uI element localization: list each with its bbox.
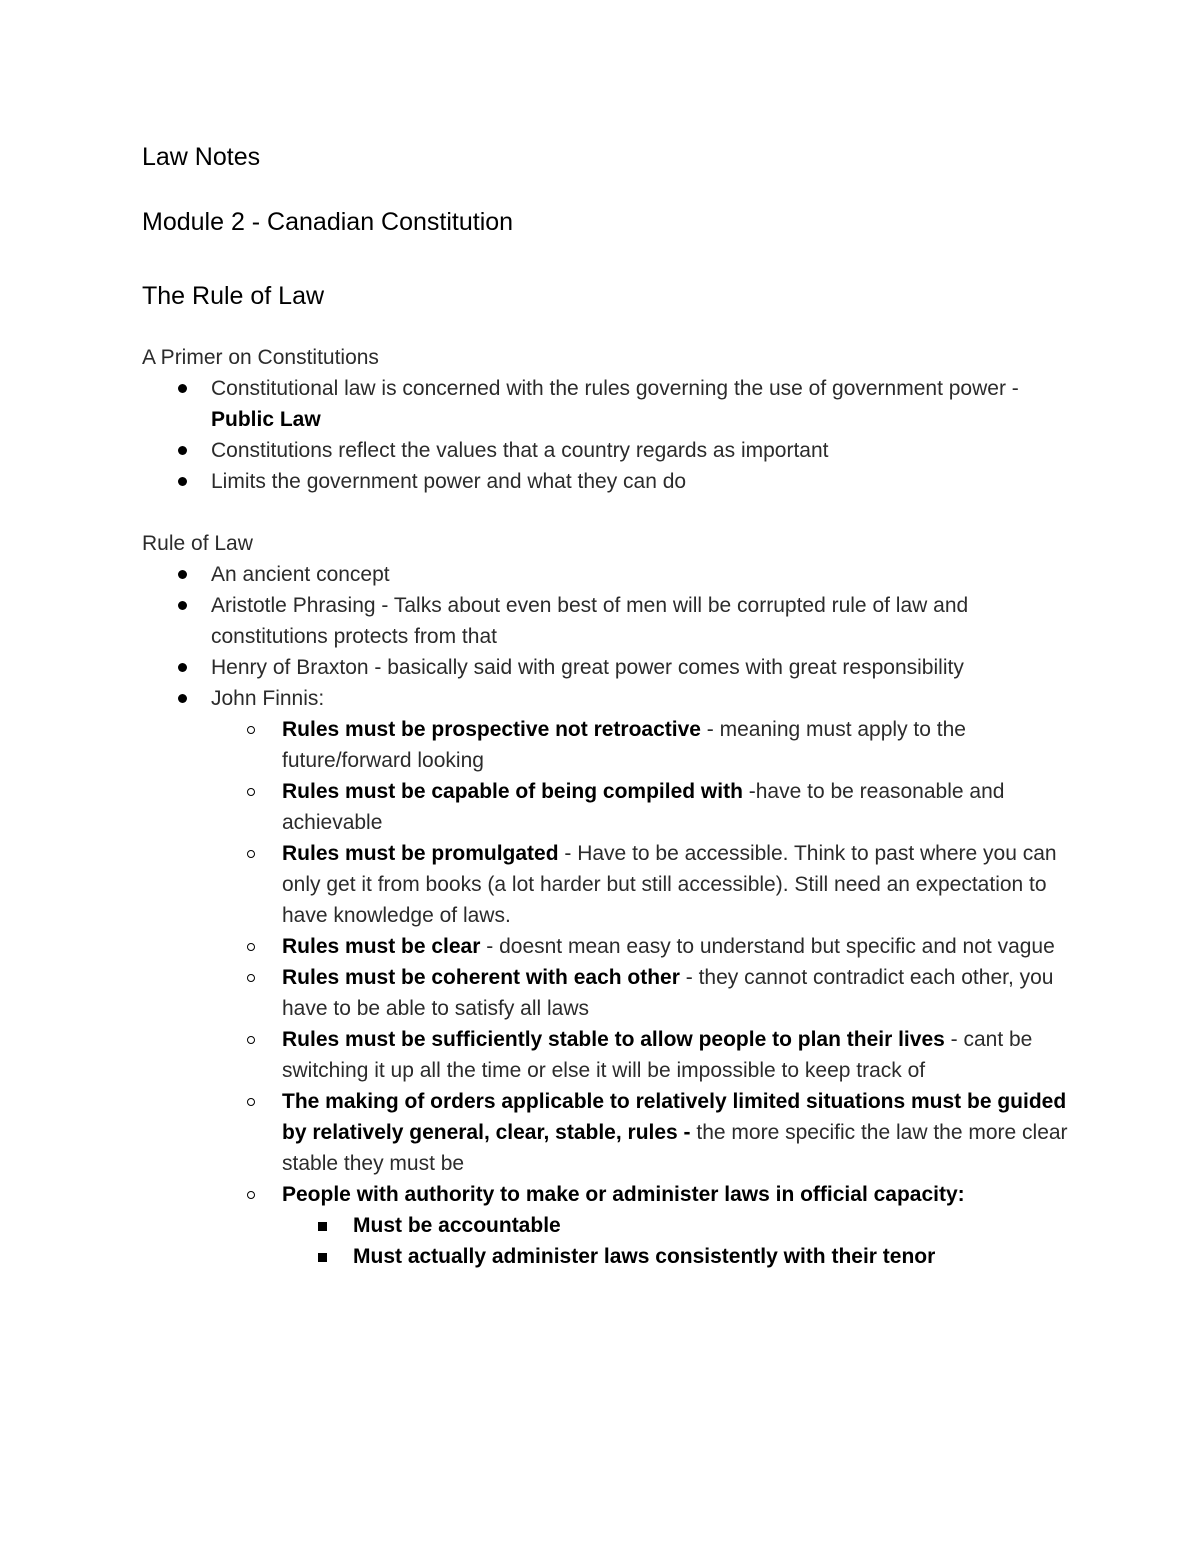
- hollow-bullet-icon: [247, 931, 255, 962]
- hollow-bullet-icon: [247, 1086, 255, 1117]
- primer-list: [211, 373, 1070, 497]
- hollow-bullet-icon: [247, 1179, 255, 1210]
- rule-of-law-list: [211, 559, 1070, 1272]
- list-item: [211, 373, 1070, 435]
- filled-bullet-icon: [178, 652, 187, 683]
- list-item-text: Limits the government power and what they can do: [211, 470, 687, 493]
- hollow-bullet-icon: [247, 714, 255, 745]
- finnis-item-text: - they cannot contradict each other, you have to be able to satisfy all laws: [282, 966, 1054, 1020]
- authority-item-bold: Must actually administer laws consistently with their tenor: [353, 1245, 936, 1268]
- list-item-text: Aristotle Phrasing - Talks about even best of men will be corrupted rule of law and constitutions protects from that: [211, 594, 969, 648]
- finnis-item: [282, 962, 1070, 1024]
- finnis-item: [282, 931, 1070, 962]
- finnis-item-bold: People with authority to make or administer laws in official capacity:: [282, 1183, 965, 1206]
- finnis-item-bold: Rules must be coherent with each other: [282, 966, 680, 989]
- primer-heading: A Primer on Constitutions: [142, 346, 379, 369]
- authority-item-bold: Must be accountable: [353, 1214, 561, 1237]
- list-item: [211, 590, 1070, 652]
- finnis-item-bold: Rules must be prospective not retroactive: [282, 718, 701, 741]
- list-item: [211, 652, 1070, 683]
- square-bullet-icon: [318, 1241, 327, 1272]
- finnis-item: [282, 838, 1070, 931]
- finnis-item-text: - meaning must apply to the future/forward looking: [282, 718, 966, 772]
- authority-list: [353, 1210, 1070, 1272]
- list-item: [211, 435, 1070, 466]
- finnis-item: [282, 1179, 1070, 1272]
- finnis-item-text: - cant be switching it up all the time or else it will be impossible to keep track of: [282, 1028, 1033, 1082]
- finnis-item-bold: Rules must be capable of being compiled with: [282, 780, 743, 803]
- document-title: Law Notes: [142, 143, 261, 171]
- list-item-text: John Finnis:: [211, 687, 325, 710]
- hollow-bullet-icon: [247, 776, 255, 807]
- module-heading: Module 2 - Canadian Constitution: [142, 208, 514, 236]
- finnis-item-bold: Rules must be clear: [282, 935, 481, 958]
- list-item-bold: Public Law: [211, 408, 321, 431]
- authority-item: [353, 1210, 1070, 1241]
- finnis-item-text: - Have to be accessible. Think to past where you can only get it from books (a lot harder but still accessible). Still need an expectation to have knowledge of laws.: [282, 842, 1057, 927]
- list-item-text: Constitutional law is concerned with the rules governing the use of government power -: [211, 377, 1019, 400]
- finnis-list: [282, 714, 1070, 1272]
- list-item: [211, 683, 1070, 1272]
- finnis-item: [282, 776, 1070, 838]
- list-item-text: Constitutions reflect the values that a country regards as important: [211, 439, 829, 462]
- hollow-bullet-icon: [247, 1024, 255, 1055]
- finnis-item-bold: Rules must be sufficiently stable to allow people to plan their lives: [282, 1028, 945, 1051]
- authority-item: [353, 1241, 1070, 1272]
- filled-bullet-icon: [178, 590, 187, 621]
- finnis-item: [282, 1024, 1070, 1086]
- list-item-text: An ancient concept: [211, 563, 390, 586]
- list-item: [211, 466, 1070, 497]
- list-item: [211, 559, 1070, 590]
- filled-bullet-icon: [178, 683, 187, 714]
- filled-bullet-icon: [178, 435, 187, 466]
- list-item-text: Henry of Braxton - basically said with great power comes with great responsibility: [211, 656, 964, 679]
- square-bullet-icon: [318, 1210, 327, 1241]
- finnis-item-bold: The making of orders applicable to relatively limited situations must be guided by relatively general, clear, stable, rules -: [282, 1090, 1067, 1144]
- finnis-item-text: - doesnt mean easy to understand but specific and not vague: [480, 935, 1055, 958]
- filled-bullet-icon: [178, 373, 187, 404]
- hollow-bullet-icon: [247, 962, 255, 993]
- filled-bullet-icon: [178, 466, 187, 497]
- section-heading: The Rule of Law: [142, 282, 325, 310]
- finnis-item-bold: Rules must be promulgated: [282, 842, 559, 865]
- hollow-bullet-icon: [247, 838, 255, 869]
- finnis-item-text: the more specific the law the more clear stable they must be: [282, 1121, 1068, 1175]
- finnis-item-text: -have to be reasonable and achievable: [282, 780, 1005, 834]
- finnis-item: [282, 714, 1070, 776]
- filled-bullet-icon: [178, 559, 187, 590]
- rule-of-law-heading: Rule of Law: [142, 532, 253, 555]
- finnis-item: [282, 1086, 1070, 1179]
